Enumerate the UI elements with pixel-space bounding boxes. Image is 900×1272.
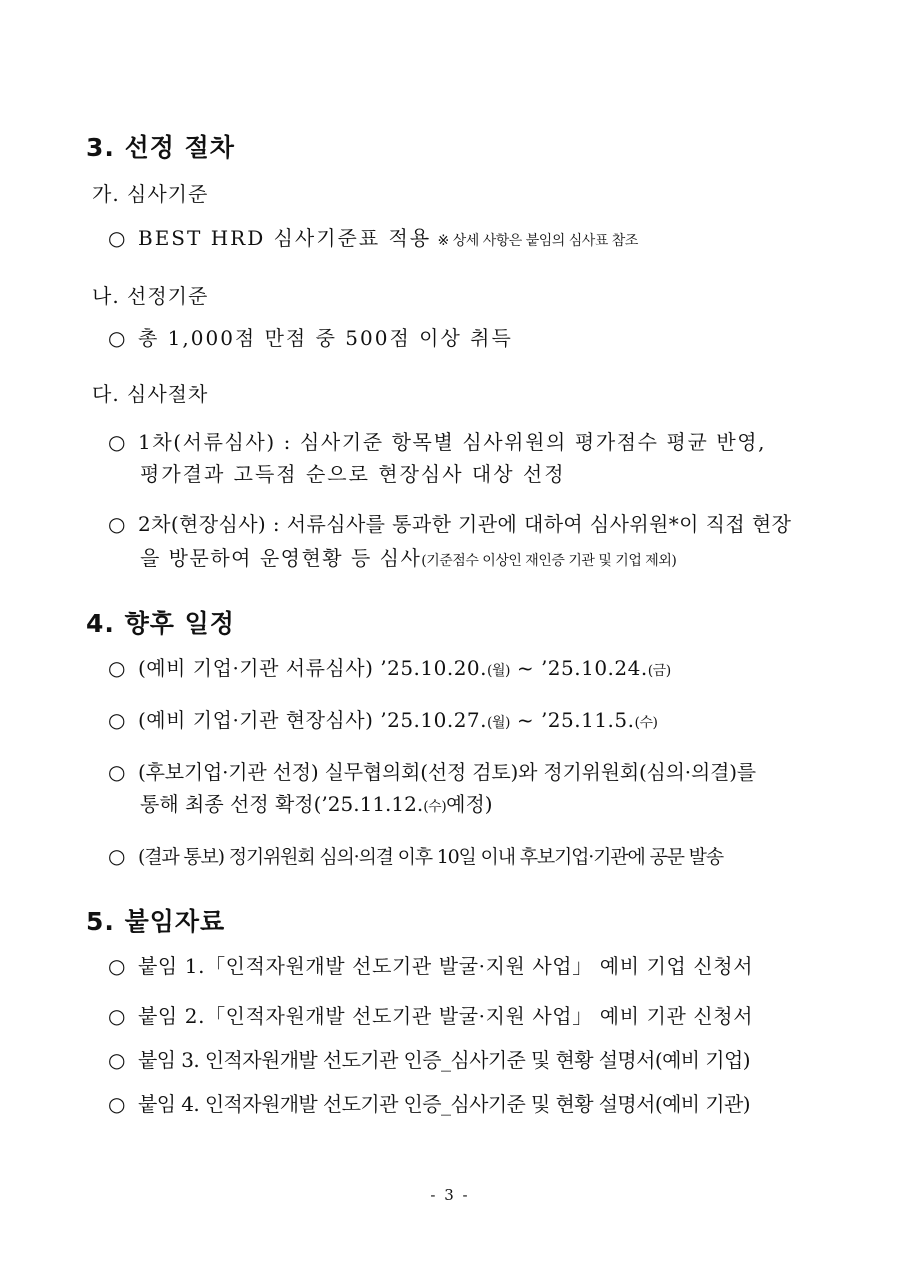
schedule-item-1: ○ (예비 기업·기관 서류심사) ’25.10.20.(월) ~ ’25.10.24.(금): [108, 650, 671, 689]
section-3-title: 3. 선정 절차: [86, 133, 235, 162]
criteria-item: [108, 220, 638, 259]
attachment-item-2: ○ 붙임 2.「인적자원개발 선도기관 발굴·지원 사업」 예비 기관 신청서: [108, 998, 753, 1034]
review-step-2: [108, 506, 791, 542]
bullet-circle-icon: ○: [108, 954, 126, 978]
review-step-2-line1: 2차(현장심사) : 서류심사를 통과한 기관에 대하여 심사위원*이 직접 현장: [138, 512, 792, 536]
subsection-b-label: 나. 선정기준: [92, 284, 209, 308]
attachment-item-4: ○ 붙임 4. 인적자원개발 선도기관 인증_심사기준 및 현황 설명서(예비 기관): [108, 1086, 750, 1122]
bullet-circle-icon: ○: [108, 1092, 126, 1116]
review-step-1-line2: 평가결과 고득점 순으로 현장심사 대상 선정: [140, 462, 566, 486]
bullet-circle-icon: ○: [108, 326, 126, 350]
schedule-item-3-line1: (후보기업·기관 선정) 실무협의회(선정 검토)와 정기위원회(심의·의결)를: [138, 760, 756, 784]
subsection-a-label: 가. 심사기준: [92, 182, 209, 206]
review-step-2-line2-text: 을 방문하여 운영현황 등 심사: [140, 546, 422, 570]
review-step-2-note: (기준점수 이상인 재인증 기관 및 기업 제외): [421, 553, 677, 569]
bullet-circle-icon: ○: [108, 430, 126, 454]
schedule-item-3-line2: 통해 최종 선정 확정(’25.11.12.(수)예정): [140, 792, 493, 816]
subsection-c-label: 다. 심사절차: [92, 382, 209, 406]
bullet-circle-icon: ○: [108, 1004, 126, 1028]
bullet-circle-icon: ○: [108, 512, 126, 536]
schedule-item-4-text: (결과 통보) 정기위원회 심의·의결 이후 10일 이내 후보기업·기관에 공문 발송: [138, 846, 723, 868]
schedule-item-2: ○ (예비 기업·기관 현장심사) ’25.10.27.(월) ~ ’25.11.5.(수): [108, 702, 657, 741]
bullet-circle-icon: ○: [108, 708, 126, 732]
section-4-title: 4. 향후 일정: [86, 609, 235, 638]
attachment-item-3: ○ 붙임 3. 인적자원개발 선도기관 인증_심사기준 및 현황 설명서(예비 기업): [108, 1042, 750, 1078]
bullet-circle-icon: ○: [108, 760, 126, 784]
review-step-1: [108, 424, 766, 460]
schedule-item-4: [108, 838, 723, 875]
schedule-item-3: [108, 754, 756, 790]
bullet-circle-icon: ○: [108, 656, 126, 680]
review-step-1-line1: 1차(서류심사) : 심사기준 항목별 심사위원의 평가점수 평균 반영,: [138, 430, 767, 454]
bullet-circle-icon: ○: [108, 1048, 126, 1072]
page-number: - 3 -: [430, 1186, 470, 1204]
selection-criteria-text: 총 1,000점 만점 중 500점 이상 취득: [138, 326, 513, 350]
review-step-2-line2: [140, 540, 676, 579]
section-5-title: 5. 붙임자료: [86, 907, 226, 936]
criteria-note: ※ 상세 사항은 붙임의 심사표 참조: [437, 233, 638, 249]
attachment-item-1: ○ 붙임 1.「인적자원개발 선도기관 발굴·지원 사업」 예비 기업 신청서: [108, 948, 753, 984]
selection-criteria-item: [108, 320, 513, 356]
bullet-circle-icon: ○: [108, 226, 126, 250]
criteria-text: BEST HRD 심사기준표 적용: [138, 226, 432, 250]
bullet-circle-icon: ○: [108, 844, 126, 868]
